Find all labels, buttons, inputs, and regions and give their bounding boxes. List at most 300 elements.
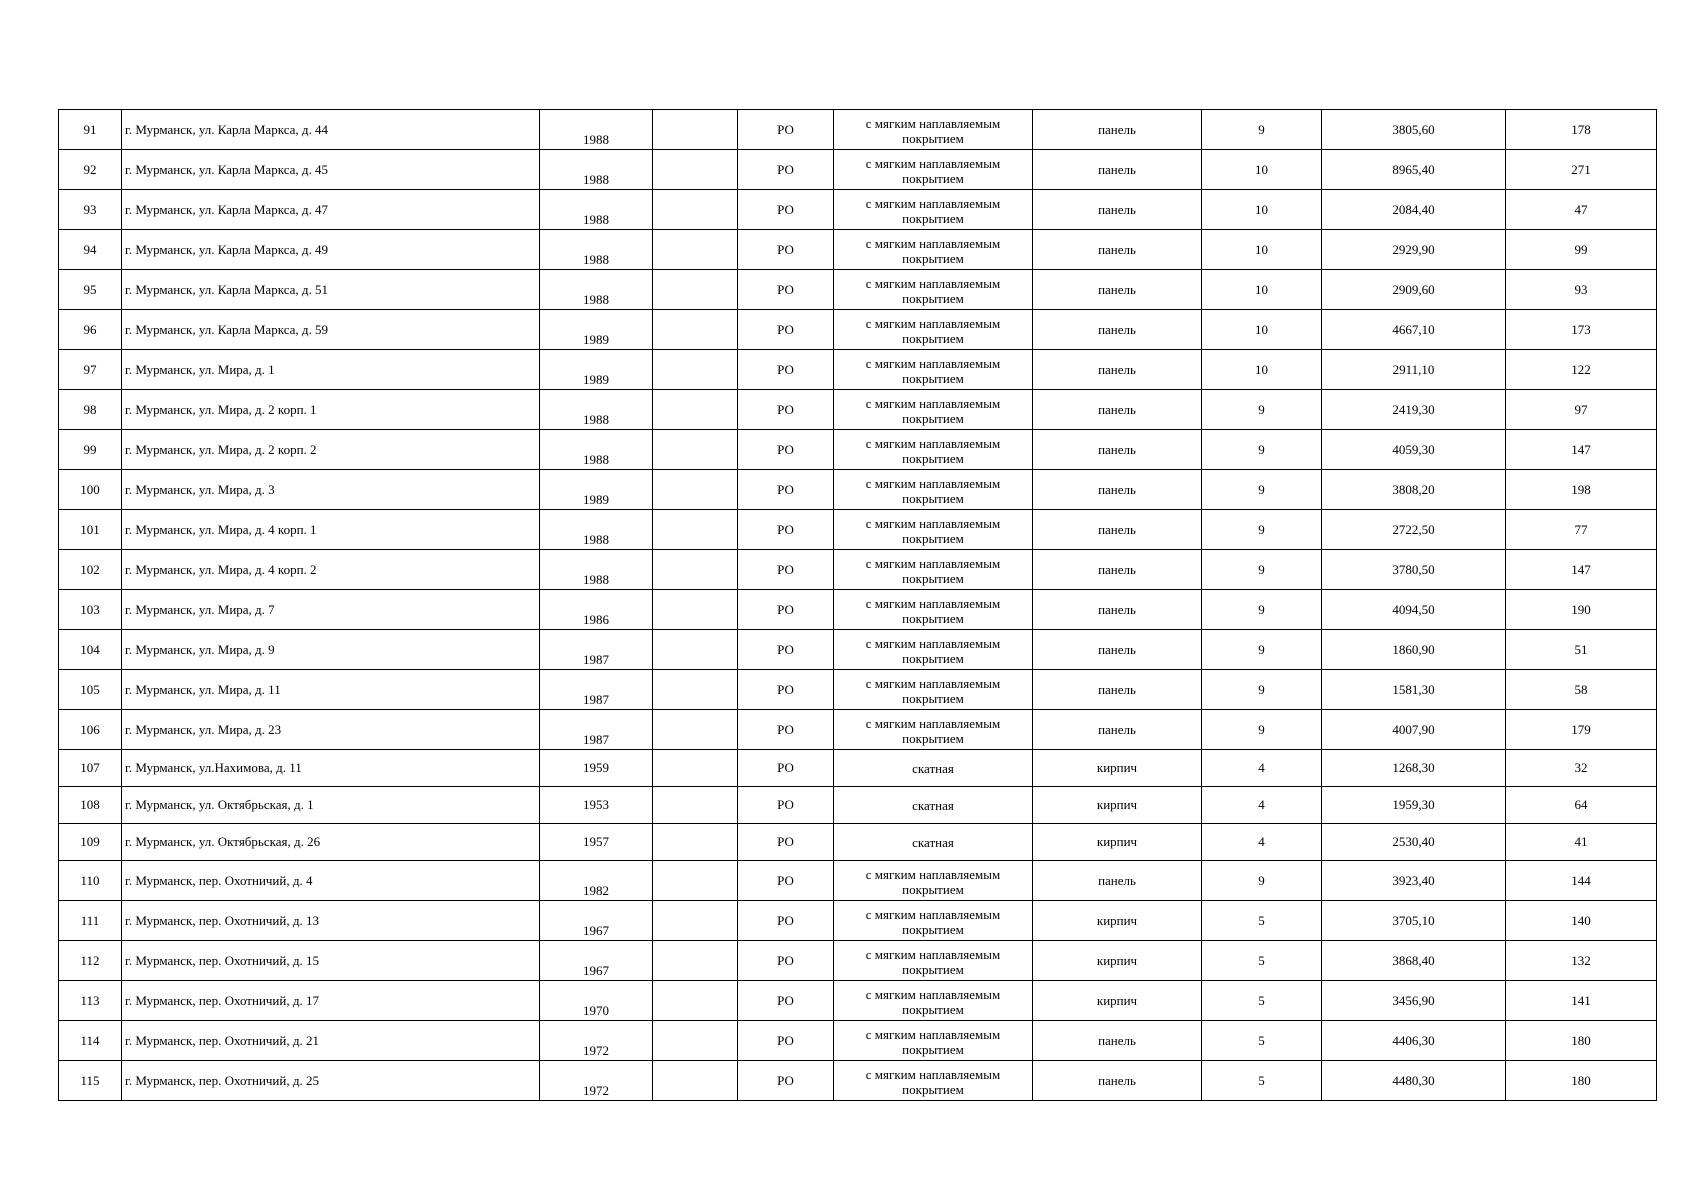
roof-type-cell [834,430,1033,470]
year-built-cell: 1957 [540,824,653,861]
row-number-cell: 101 [59,510,122,550]
roof-type-cell [834,110,1033,150]
roof-type-line-1: с мягким наплавляемым [865,516,1001,531]
roof-type-line-1: с мягким наплавляемым [865,867,1001,882]
roof-type-line-1: с мягким наплавляемым [865,676,1001,691]
floors-cell: 9 [1202,670,1322,710]
residents-cell: 64 [1506,787,1657,824]
program-cell: РО [738,350,834,390]
table-row [59,787,1657,824]
wall-material-cell: панель [1033,710,1202,750]
roof-type-line-2: покрытием [902,331,964,346]
area-cell: 4094,50 [1322,590,1506,630]
wall-material-cell: панель [1033,110,1202,150]
floors-cell: 5 [1202,901,1322,941]
empty-cell [653,1021,738,1061]
roof-type-line-1: с мягким наплавляемым [865,356,1001,371]
empty-cell [653,787,738,824]
empty-cell [653,981,738,1021]
year-built-cell: 1988 [540,150,653,190]
program-cell: РО [738,270,834,310]
row-number-cell: 113 [59,981,122,1021]
roof-type-line-2: покрытием [902,171,964,186]
table-row [59,150,1657,190]
row-number-cell: 98 [59,390,122,430]
roof-type-cell [834,350,1033,390]
table-row [59,901,1657,941]
year-built-cell: 1982 [540,861,653,901]
row-number-cell: 99 [59,430,122,470]
table-row [59,630,1657,670]
address-cell: г. Мурманск, ул. Мира, д. 4 корп. 2 [122,550,540,590]
residents-cell: 51 [1506,630,1657,670]
floors-cell: 9 [1202,430,1322,470]
wall-material-cell: панель [1033,390,1202,430]
empty-cell [653,350,738,390]
table-row [59,941,1657,981]
table-row [59,1021,1657,1061]
residents-cell: 58 [1506,670,1657,710]
year-built-cell: 1967 [540,901,653,941]
roof-type-line-2: покрытием [902,731,964,746]
area-cell: 3780,50 [1322,550,1506,590]
year-built-cell: 1988 [540,430,653,470]
row-number-cell: 95 [59,270,122,310]
roof-type-cell [834,510,1033,550]
table-row [59,590,1657,630]
floors-cell: 9 [1202,510,1322,550]
roof-type-line-1: скатная [912,834,954,850]
wall-material-cell: панель [1033,861,1202,901]
empty-cell [653,824,738,861]
address-cell: г. Мурманск, ул. Мира, д. 11 [122,670,540,710]
roof-type-line-2: покрытием [902,1042,964,1057]
roof-type-cell [834,861,1033,901]
residents-cell: 198 [1506,470,1657,510]
year-built-cell: 1987 [540,670,653,710]
roof-type-line-2: покрытием [902,291,964,306]
table-row [59,230,1657,270]
address-cell: г. Мурманск, ул. Карла Маркса, д. 49 [122,230,540,270]
address-cell: г. Мурманск, ул. Мира, д. 23 [122,710,540,750]
year-built-cell: 1989 [540,310,653,350]
roof-type-cell [834,550,1033,590]
year-built-cell: 1989 [540,350,653,390]
roof-type-line-2: покрытием [902,1082,964,1097]
wall-material-cell: панель [1033,630,1202,670]
roof-type-line-2: покрытием [902,962,964,977]
roof-type-line-2: покрытием [902,571,964,586]
residents-cell: 180 [1506,1021,1657,1061]
roof-type-cell [834,190,1033,230]
roof-type-line-2: покрытием [902,611,964,626]
row-number-cell: 103 [59,590,122,630]
roof-type-line-2: покрытием [902,491,964,506]
roof-type-cell [834,670,1033,710]
area-cell: 8965,40 [1322,150,1506,190]
table-row [59,310,1657,350]
roof-type-line-2: покрытием [902,922,964,937]
year-built-cell: 1959 [540,750,653,787]
table-row [59,390,1657,430]
table-row [59,470,1657,510]
area-cell: 2722,50 [1322,510,1506,550]
address-cell: г. Мурманск, ул. Октябрьская, д. 26 [122,824,540,861]
empty-cell [653,510,738,550]
address-cell: г. Мурманск, ул. Мира, д. 4 корп. 1 [122,510,540,550]
year-built-cell: 1972 [540,1061,653,1101]
row-number-cell: 108 [59,787,122,824]
row-number-cell: 109 [59,824,122,861]
roof-type-line-1: с мягким наплавляемым [865,1067,1001,1082]
table-row [59,861,1657,901]
area-cell: 2911,10 [1322,350,1506,390]
roof-type-cell [834,470,1033,510]
year-built-cell: 1953 [540,787,653,824]
empty-cell [653,710,738,750]
row-number-cell: 104 [59,630,122,670]
roof-type-line-1: с мягким наплавляемым [865,907,1001,922]
residents-cell: 147 [1506,430,1657,470]
row-number-cell: 94 [59,230,122,270]
year-built-cell: 1988 [540,110,653,150]
residents-cell: 41 [1506,824,1657,861]
floors-cell: 5 [1202,1061,1322,1101]
residents-cell: 178 [1506,110,1657,150]
area-cell: 4059,30 [1322,430,1506,470]
roof-type-line-2: покрытием [902,371,964,386]
wall-material-cell: панель [1033,1061,1202,1101]
empty-cell [653,630,738,670]
area-cell: 3805,60 [1322,110,1506,150]
roof-type-line-1: с мягким наплавляемым [865,476,1001,491]
floors-cell: 10 [1202,150,1322,190]
roof-type-cell [834,270,1033,310]
table-row [59,430,1657,470]
empty-cell [653,150,738,190]
area-cell: 3923,40 [1322,861,1506,901]
roof-type-line-2: покрытием [902,451,964,466]
program-cell: РО [738,670,834,710]
row-number-cell: 110 [59,861,122,901]
address-cell: г. Мурманск, пер. Охотничий, д. 17 [122,981,540,1021]
wall-material-cell: панель [1033,590,1202,630]
area-cell: 4406,30 [1322,1021,1506,1061]
area-cell: 3808,20 [1322,470,1506,510]
wall-material-cell: кирпич [1033,824,1202,861]
program-cell: РО [738,901,834,941]
area-cell: 3456,90 [1322,981,1506,1021]
program-cell: РО [738,470,834,510]
wall-material-cell: панель [1033,1021,1202,1061]
empty-cell [653,901,738,941]
table-row [59,350,1657,390]
floors-cell: 9 [1202,590,1322,630]
floors-cell: 9 [1202,470,1322,510]
address-cell: г. Мурманск, ул. Карла Маркса, д. 59 [122,310,540,350]
floors-cell: 5 [1202,981,1322,1021]
residents-cell: 271 [1506,150,1657,190]
row-number-cell: 111 [59,901,122,941]
year-built-cell: 1970 [540,981,653,1021]
program-cell: РО [738,590,834,630]
address-cell: г. Мурманск, ул. Октябрьская, д. 1 [122,787,540,824]
area-cell: 3868,40 [1322,941,1506,981]
wall-material-cell: панель [1033,310,1202,350]
area-cell: 2909,60 [1322,270,1506,310]
year-built-cell: 1967 [540,941,653,981]
table-row [59,110,1657,150]
program-cell: РО [738,110,834,150]
floors-cell: 9 [1202,710,1322,750]
floors-cell: 5 [1202,941,1322,981]
residents-cell: 97 [1506,390,1657,430]
roof-type-line-1: с мягким наплавляемым [865,716,1001,731]
table-row [59,981,1657,1021]
address-cell: г. Мурманск, ул. Мира, д. 3 [122,470,540,510]
program-cell: РО [738,941,834,981]
address-cell: г. Мурманск, ул. Мира, д. 9 [122,630,540,670]
row-number-cell: 114 [59,1021,122,1061]
year-built-cell: 1988 [540,550,653,590]
address-cell: г. Мурманск, пер. Охотничий, д. 4 [122,861,540,901]
roof-type-line-1: с мягким наплавляемым [865,987,1001,1002]
roof-type-line-1: с мягким наплавляемым [865,316,1001,331]
empty-cell [653,550,738,590]
row-number-cell: 93 [59,190,122,230]
roof-type-cell [834,1061,1033,1101]
floors-cell: 4 [1202,824,1322,861]
program-cell: РО [738,861,834,901]
year-built-cell: 1988 [540,390,653,430]
wall-material-cell: панель [1033,270,1202,310]
floors-cell: 5 [1202,1021,1322,1061]
program-cell: РО [738,787,834,824]
row-number-cell: 107 [59,750,122,787]
table-row [59,1061,1657,1101]
roof-type-line-2: покрытием [902,411,964,426]
roof-type-line-2: покрытием [902,131,964,146]
roof-type-cell [834,787,1033,824]
table-row [59,824,1657,861]
wall-material-cell: панель [1033,190,1202,230]
address-cell: г. Мурманск, ул.Нахимова, д. 11 [122,750,540,787]
year-built-cell: 1988 [540,270,653,310]
address-cell: г. Мурманск, ул. Мира, д. 2 корп. 2 [122,430,540,470]
roof-type-line-2: покрытием [902,1002,964,1017]
row-number-cell: 105 [59,670,122,710]
residents-cell: 99 [1506,230,1657,270]
empty-cell [653,270,738,310]
residents-cell: 141 [1506,981,1657,1021]
roof-type-cell [834,981,1033,1021]
table-row [59,190,1657,230]
housing-registry-table [58,109,1657,1101]
wall-material-cell: панель [1033,350,1202,390]
address-cell: г. Мурманск, ул. Карла Маркса, д. 44 [122,110,540,150]
wall-material-cell: панель [1033,430,1202,470]
area-cell: 3705,10 [1322,901,1506,941]
residents-cell: 173 [1506,310,1657,350]
roof-type-line-1: с мягким наплавляемым [865,947,1001,962]
empty-cell [653,430,738,470]
program-cell: РО [738,510,834,550]
address-cell: г. Мурманск, ул. Мира, д. 1 [122,350,540,390]
empty-cell [653,230,738,270]
residents-cell: 140 [1506,901,1657,941]
wall-material-cell: панель [1033,470,1202,510]
residents-cell: 179 [1506,710,1657,750]
residents-cell: 144 [1506,861,1657,901]
roof-type-line-1: с мягким наплавляемым [865,556,1001,571]
empty-cell [653,750,738,787]
floors-cell: 9 [1202,110,1322,150]
table-row [59,550,1657,590]
year-built-cell: 1988 [540,510,653,550]
roof-type-line-1: с мягким наплавляемым [865,1027,1001,1042]
residents-cell: 32 [1506,750,1657,787]
wall-material-cell: панель [1033,670,1202,710]
address-cell: г. Мурманск, ул. Мира, д. 7 [122,590,540,630]
roof-type-line-1: с мягким наплавляемым [865,116,1001,131]
row-number-cell: 92 [59,150,122,190]
row-number-cell: 106 [59,710,122,750]
area-cell: 4007,90 [1322,710,1506,750]
floors-cell: 10 [1202,270,1322,310]
program-cell: РО [738,550,834,590]
floors-cell: 4 [1202,750,1322,787]
empty-cell [653,861,738,901]
residents-cell: 180 [1506,1061,1657,1101]
area-cell: 2084,40 [1322,190,1506,230]
residents-cell: 147 [1506,550,1657,590]
row-number-cell: 100 [59,470,122,510]
floors-cell: 9 [1202,861,1322,901]
table-row [59,670,1657,710]
roof-type-cell [834,590,1033,630]
row-number-cell: 91 [59,110,122,150]
residents-cell: 122 [1506,350,1657,390]
program-cell: РО [738,1021,834,1061]
address-cell: г. Мурманск, ул. Карла Маркса, д. 45 [122,150,540,190]
roof-type-cell [834,901,1033,941]
address-cell: г. Мурманск, ул. Карла Маркса, д. 51 [122,270,540,310]
year-built-cell: 1988 [540,190,653,230]
wall-material-cell: кирпич [1033,981,1202,1021]
program-cell: РО [738,1061,834,1101]
roof-type-line-1: скатная [912,760,954,776]
wall-material-cell: панель [1033,230,1202,270]
address-cell: г. Мурманск, пер. Охотничий, д. 25 [122,1061,540,1101]
empty-cell [653,190,738,230]
roof-type-cell [834,150,1033,190]
area-cell: 1959,30 [1322,787,1506,824]
empty-cell [653,390,738,430]
roof-type-line-2: покрытием [902,882,964,897]
roof-type-line-2: покрытием [902,531,964,546]
program-cell: РО [738,750,834,787]
roof-type-cell [834,750,1033,787]
wall-material-cell: панель [1033,150,1202,190]
roof-type-line-1: скатная [912,797,954,813]
program-cell: РО [738,430,834,470]
roof-type-cell [834,630,1033,670]
floors-cell: 4 [1202,787,1322,824]
row-number-cell: 96 [59,310,122,350]
residents-cell: 190 [1506,590,1657,630]
floors-cell: 10 [1202,310,1322,350]
address-cell: г. Мурманск, пер. Охотничий, д. 21 [122,1021,540,1061]
roof-type-cell [834,310,1033,350]
roof-type-cell [834,230,1033,270]
program-cell: РО [738,150,834,190]
empty-cell [653,1061,738,1101]
area-cell: 1860,90 [1322,630,1506,670]
roof-type-cell [834,941,1033,981]
row-number-cell: 102 [59,550,122,590]
roof-type-line-1: с мягким наплавляемым [865,436,1001,451]
program-cell: РО [738,630,834,670]
roof-type-line-1: с мягким наплавляемым [865,636,1001,651]
wall-material-cell: панель [1033,510,1202,550]
residents-cell: 93 [1506,270,1657,310]
roof-type-line-1: с мягким наплавляемым [865,156,1001,171]
row-number-cell: 97 [59,350,122,390]
roof-type-cell [834,390,1033,430]
row-number-cell: 115 [59,1061,122,1101]
empty-cell [653,670,738,710]
floors-cell: 10 [1202,230,1322,270]
program-cell: РО [738,981,834,1021]
row-number-cell: 112 [59,941,122,981]
program-cell: РО [738,824,834,861]
table-row [59,510,1657,550]
area-cell: 2929,90 [1322,230,1506,270]
empty-cell [653,590,738,630]
wall-material-cell: панель [1033,550,1202,590]
area-cell: 1581,30 [1322,670,1506,710]
area-cell: 4480,30 [1322,1061,1506,1101]
floors-cell: 10 [1202,190,1322,230]
wall-material-cell: кирпич [1033,787,1202,824]
address-cell: г. Мурманск, пер. Охотничий, д. 13 [122,901,540,941]
year-built-cell: 1986 [540,590,653,630]
wall-material-cell: кирпич [1033,941,1202,981]
program-cell: РО [738,230,834,270]
address-cell: г. Мурманск, пер. Охотничий, д. 15 [122,941,540,981]
table-row [59,710,1657,750]
empty-cell [653,941,738,981]
table-row [59,270,1657,310]
wall-material-cell: кирпич [1033,750,1202,787]
roof-type-line-1: с мягким наплавляемым [865,396,1001,411]
roof-type-cell [834,710,1033,750]
floors-cell: 9 [1202,630,1322,670]
roof-type-line-1: с мягким наплавляемым [865,276,1001,291]
table-row [59,750,1657,787]
residents-cell: 47 [1506,190,1657,230]
program-cell: РО [738,310,834,350]
roof-type-line-1: с мягким наплавляемым [865,236,1001,251]
year-built-cell: 1972 [540,1021,653,1061]
floors-cell: 10 [1202,350,1322,390]
year-built-cell: 1988 [540,230,653,270]
year-built-cell: 1987 [540,630,653,670]
roof-type-line-1: с мягким наплавляемым [865,596,1001,611]
area-cell: 4667,10 [1322,310,1506,350]
roof-type-line-2: покрытием [902,691,964,706]
table-body [59,110,1657,1101]
